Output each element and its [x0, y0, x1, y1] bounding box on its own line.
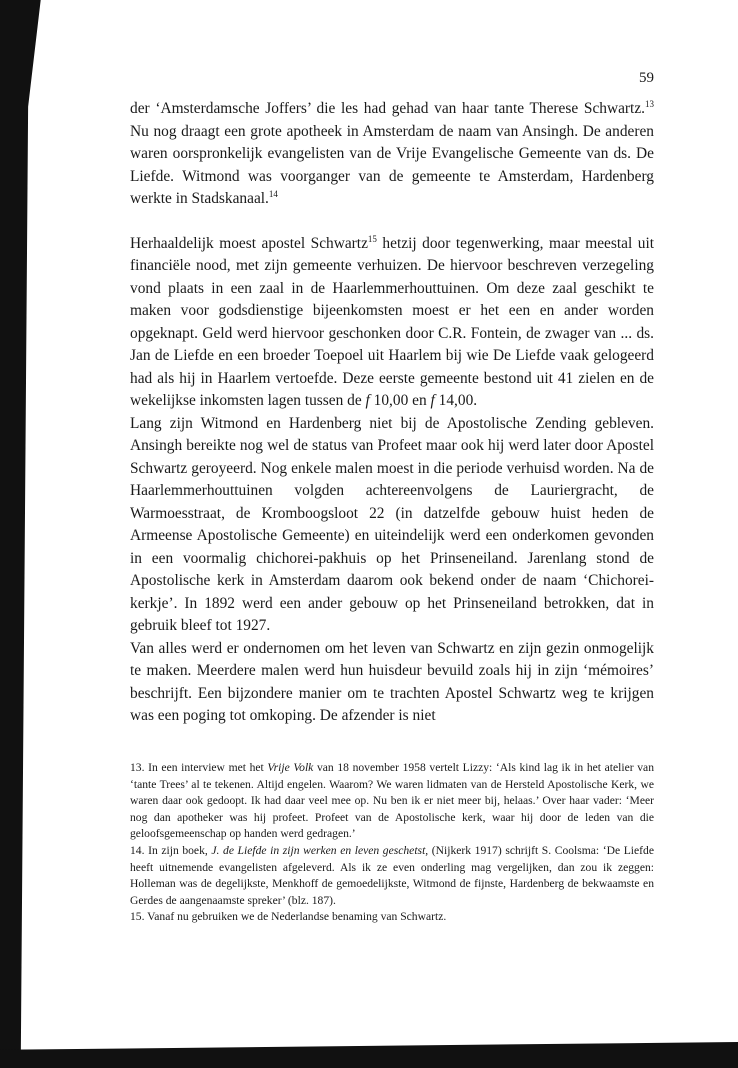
italic-title: J. de Liefde in zijn werken en leven geschetst — [211, 843, 426, 857]
footnote-13 — [130, 760, 654, 843]
text-run: , (Nijkerk 1917) schrijft S. Coolsma: ‘De Liefde heeft uitnemende evangelisten afgeleverd. Als ik ze even onderling mag vergelijken, dan zou ik zeggen: Holleman was de degelijkste, Menkhoff de gemoedelijkste, Witmond de fijnste, Hardenberg de bekwaamste en Gerdes de aangenaamste spreker’ (blz. 187). — [130, 843, 654, 907]
text-run: 14. In zijn boek, — [130, 843, 212, 857]
footnote-14 — [130, 843, 654, 909]
text-run: Nu nog draagt een grote apotheek in Amsterdam de naam van Ansingh. De anderen waren oorspronkelijk evangelisten van de Vrije Evangelische Gemeente van ds. De Liefde. Witmond was voorganger van de gemeente te Amsterdam, Hardenberg werkte in Stadskanaal. — [130, 122, 654, 207]
text-run: hetzij door tegenwerking, maar meestal uit financiële nood, met zijn gemeente verhuizen. De hiervoor beschreven verzegeling vond plaats in een zaal in de Haarlemmerhouttuinen. Om deze zaal geschikt te maken voor godsdienstige bijeenkomsten moest er het een en ander worden opgeknapt. Geld werd hiervoor geschonken door C.R. Fontein, de zwager van ... ds. Jan de Liefde en een broeder Toepoel uit Haarlem bij wie De Liefde vaak gelogeerd had als hij in Haarlem vertoefde. Deze eerste gemeente bestond uit 41 zielen en de wekelijkse inkomsten lagen tussen de — [130, 234, 655, 409]
florin-symbol: f — [365, 392, 370, 409]
footnotes — [130, 760, 654, 926]
text-run: van 18 november 1958 vertelt Lizzy: ‘Als kind lag ik in het atelier van ‘tante Trees’ al te tekenen. Altijd engelen. Waarom? We waren lidmaten van de Hersteld Apostolische Kerk, we waren daar ook gedoopt. Ik had daar veel mee op. Nu ben ik er niet meer bij, helaas.’ Over haar vader: ‘Meer nog dan apotheker was hij profeet. Profeet van de Apostolische kerk, waar hij door de leden van die geloofsgemeenschap op handen werd gedragen.’ — [130, 761, 654, 841]
paragraph-3: Lang zijn Witmond en Hardenberg niet bij de Apostolische Zending gebleven. Ansingh bereikte nog wel de status van Profeet maar ook hij werd later door Apostel Schwartz geroyeerd. Nog enkele malen moest in die periode verhuisd worden. Na de Haarlemmerhouttuinen volgden achtereenvolgens de Lauriergracht, de Warmoesstraat, de Kromboogsloot 22 (in datzelfde gebouw huist heden de Armeense Apostolische Gemeente) en uiteindelijk werd een onderkomen gevonden in een voormalig chichorei-pakhuis op het Prinseneiland. Jarenlang stond de Apostolische kerk in Amsterdam daarom ook bekend onder de naam ‘Chichorei-kerkje’. In 1892 werd een ander gebouw op het Prinseneiland betrokken, dat in gebruik bleef tot 1927. — [130, 414, 654, 634]
paragraph-gap — [130, 211, 654, 233]
text-run: 14,00. — [434, 392, 478, 409]
paragraph-2 — [130, 233, 654, 413]
scan-edge-bottom — [0, 1042, 738, 1068]
text-run: Herhaaldelijk moest apostel Schwartz — [130, 234, 368, 252]
scan-edge-left — [0, 0, 58, 1068]
paragraph-4: Van alles werd er ondernomen om het leven van Schwartz en zijn gezin onmogelijk te maken. Meerdere malen werd hun huisdeur bevuild zoals hij in zijn ‘mémoires’ beschrijft. Een bijzondere manier om te trachten Apostel Schwartz weg te krijgen was een poging tot omkoping. De afzender is niet — [130, 639, 654, 724]
italic-title: Vrije Volk — [267, 761, 314, 774]
scan-shadow-left — [0, 0, 74, 1068]
text-run: der ‘Amsterdamsche Joffers’ die les had gehad van haar tante Therese Schwartz. — [130, 100, 645, 117]
footnote-ref[interactable]: 14 — [268, 189, 278, 199]
text-run: 10,00 en — [369, 392, 431, 409]
footnote-ref[interactable]: 13 — [645, 99, 654, 109]
paragraph-1 — [130, 98, 654, 211]
page-number: 59 — [639, 70, 654, 86]
florin-symbol: f — [430, 392, 435, 409]
text-run: 13. In een interview met het — [130, 761, 268, 774]
body-text — [130, 98, 654, 728]
footnote-15: 15. Vanaf nu gebruiken we de Nederlandse benaming van Schwartz. — [130, 910, 447, 924]
footnote-ref[interactable]: 15 — [367, 233, 377, 244]
